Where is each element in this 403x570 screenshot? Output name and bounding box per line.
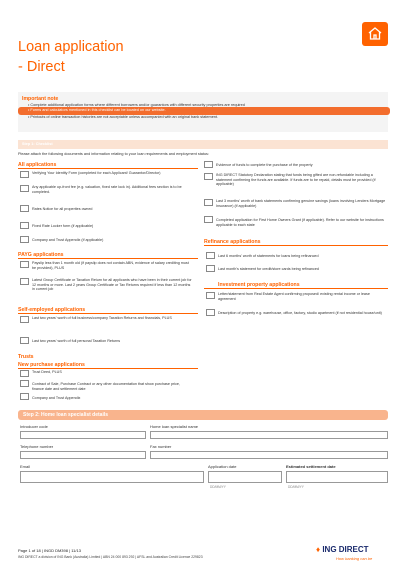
checklist-item: Payslip less than 1 month old (if payslip does not contain ABN, evidence of salary crediting must be provided), PLUS [32,261,189,270]
email-label: Email [20,464,31,469]
divider [204,245,388,246]
checklist-item: Letter/statement from Real Estate Agent confirming proposed/ existing rental income or lease agreement [218,292,370,301]
checklist-item: Last month's statement for credit/store cards being refinanced [218,267,319,271]
checklist-item: Any applicable up-front fee (e.g. valuation, fixed rate lock in). Additional fees section is to be completed. [32,185,182,194]
investment-heading: Investment property applications [218,282,300,288]
introducer-code-field[interactable] [20,431,146,439]
checklist-item: Description of property e.g. warehouse, office, factory, studio apartment (if not residential house/unit) [218,311,382,315]
telephone-label: Telephone number [20,444,54,449]
checkbox-group-certificate[interactable] [20,278,29,285]
payg-heading: PAYG applications [18,252,64,258]
checklist-item: Evidence of funds to complete the purchase of the property [216,163,313,167]
checklist-item: Last two years' worth of full personal Taxation Returns [32,339,121,343]
checkbox-card-statements[interactable] [206,265,215,272]
checkbox-trust-deed[interactable] [20,370,29,377]
settlement-date-label: Estimated settlement date [286,464,336,469]
telephone-field[interactable] [20,451,146,459]
date-format-hint: DD/MM/YY [210,485,226,489]
checklist-item: Trust Deed, PLUS [32,370,62,374]
checkbox-company-trust[interactable] [20,236,29,243]
page-subtitle: - Direct [18,59,65,75]
checklist-item: Company and Trust Appendix (if applicable) [32,238,104,242]
checklist-item: Last two years' worth of full business/company Taxation Returns and financials, PLUS [32,316,172,320]
checkbox-fixed-rate-locker[interactable] [20,222,29,229]
step2-heading: Step 2: Home loan specialist details [23,412,109,418]
application-date-label: Application date [208,464,237,469]
application-date-field[interactable] [208,471,282,483]
checkbox-bank-statements[interactable] [204,199,213,206]
note-bullet-2: • Forms and calculators mentioned in this checklist can be located on our website. [28,108,166,112]
divider [18,313,198,314]
specialist-name-field[interactable] [150,431,388,439]
home-icon [367,26,383,40]
checklist-item: Completed application for First Home Owners Grant (if applicable). Refer to our website for instructions applicable to each state [216,218,384,227]
checklist-item: Last 3 months' worth of bank statements confirming genuine savings (loans involving Lenders Mortgage Insurance) (if applicable) [216,199,386,208]
divider [204,288,388,289]
date-format-hint: DD/MM/YY [288,485,304,489]
footer-company: ING DIRECT a division of ING Bank (Australia) Limited | ABN 24 000 893 292 | AFSL and Australian Credit Licence 229823 [18,555,203,559]
page-number: Page 1 of 18 [18,548,41,553]
trusts-heading: Trusts [18,354,34,360]
brand-name: ING DIRECT [322,545,369,554]
footer-page: Page 1 of 18 | INGD DM398 | 11/13 [18,548,81,553]
brand-tagline: How banking can be [336,556,373,561]
checklist-item: Company and Trust Appendix [32,396,81,400]
refinance-heading: Refinance applications [204,239,261,245]
settlement-date-field[interactable] [286,471,388,483]
checklist-item: Fixed Rate Locker form (if applicable) [32,224,94,228]
checkbox-property-description[interactable] [206,309,215,316]
checklist-item: Verifying Your Identity Form (completed for each Applicant/ Guarantor/Director) [32,171,161,175]
divider [18,368,198,369]
page-title: Loan application [18,39,124,55]
divider [18,168,198,169]
checkbox-evidence-funds[interactable] [204,161,213,168]
self-employed-heading: Self-employed applications [18,307,86,313]
checkbox-contract-of-sale[interactable] [20,380,29,387]
all-applications-heading: All applications [18,162,57,168]
step1-bar [18,140,388,149]
checklist-item: Contract of Sale, Purchase Contract or any other documentation that show purchase price, finance date and settlement date [32,382,180,391]
specialist-name-label: Home loan specialist name [150,424,199,429]
note-bullet-1: • Complete additional application forms where different borrowers and/or guarantors with different security properties are required [28,103,245,107]
note-bullet-3: • Printouts of online transaction histories are not acceptable unless accompanied with an original bank statement. [28,115,219,119]
checkbox-personal-returns[interactable] [20,337,29,344]
home-button[interactable] [362,22,388,46]
checklist-item: Rates Notice for all properties owned [32,207,93,211]
checkbox-rental-letter[interactable] [206,292,215,299]
divider [18,258,198,259]
checkbox-rates-notice[interactable] [20,205,29,212]
step1-heading: Step 1: Checklist [22,142,53,146]
checkbox-upfront-fee[interactable] [20,185,29,192]
fax-field[interactable] [150,451,388,459]
checkbox-company-trust-appendix[interactable] [20,393,29,400]
email-field[interactable] [20,471,204,483]
checklist-item: ING DIRECT Statutory Declaration stating that funds being gifted are non-refundable including a statement confirming the funds are available. If funds are to be repaid, details must be provided (if applicable) [216,173,376,187]
doc-code: INGD DM398 | 11/13 [43,548,81,553]
checkbox-fhog[interactable] [204,216,213,223]
checkbox-loan-statements[interactable] [206,252,215,259]
brand-logo [316,545,369,554]
important-note [18,92,388,132]
checkbox-payslip[interactable] [20,261,29,268]
checkbox-identity-form[interactable] [20,171,29,178]
introducer-code-label: Introducer code [20,424,48,429]
checklist-item: Latest Group Certificate or Taxation Return for all applicants who have been in their current job for 12 months or more. Last 2 years Group Certificate or Tax Returns required if less than 12 months in current job [32,278,192,292]
new-purchase-heading: New purchase applications [18,362,85,368]
checkbox-statutory-declaration[interactable] [204,173,213,180]
checklist-item: Last 6 months' worth of statements for loans being refinanced [218,254,319,258]
lion-logo-icon: ♦ [316,545,321,554]
important-note-heading: Important note [22,96,59,102]
fax-label: Fax number [150,444,172,449]
checklist-intro: Please attach the following documents and information relating to your loan requirements and employment status: [18,152,210,156]
step2-bar [18,410,388,420]
checkbox-business-returns[interactable] [20,316,29,323]
